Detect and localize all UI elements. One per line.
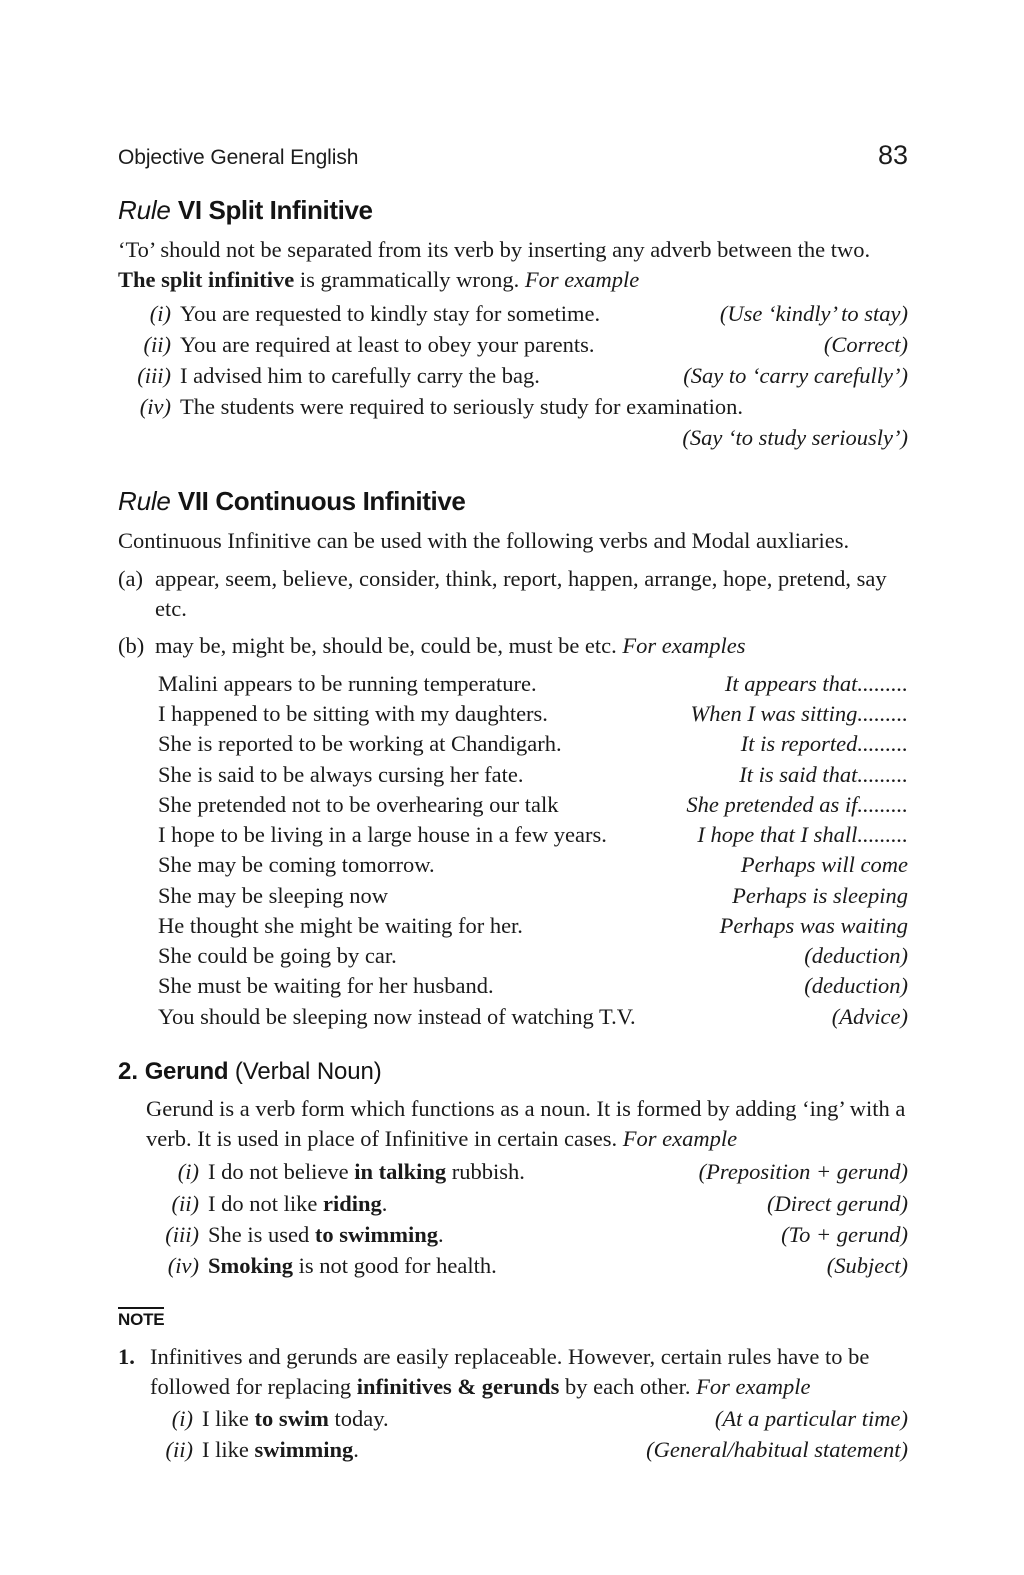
list-annotation: (To + gerund): [781, 1221, 908, 1247]
list-annotation: (Use ‘kindly’ to stay): [719, 300, 908, 326]
sentence-cell: He thought she might be waiting for her.: [158, 912, 523, 938]
list-item: [146, 1156, 908, 1187]
list-item: [118, 298, 908, 329]
list-annotation: (Direct gerund): [767, 1190, 908, 1216]
sentence-cell: She pretended not to be overhearing our talk: [158, 791, 559, 817]
running-head: [118, 140, 908, 171]
table-row: [158, 911, 908, 941]
sentence-cell: I hope to be living in a large house in a few years.: [158, 822, 607, 848]
page-content: [118, 196, 908, 1465]
heading-gerund: [118, 1058, 908, 1086]
sentence-cell: Malini appears to be running temperature.: [158, 670, 537, 696]
note-item-bold: infinitives & gerunds: [356, 1373, 560, 1399]
note-item-part1: Infinitives and gerunds are easily replaceable. However, certain rules have to be followed for replacing: [150, 1343, 870, 1399]
list-annotation: (Preposition + gerund): [698, 1159, 908, 1185]
list-text: [202, 1403, 715, 1434]
heading-rule-vi: [118, 196, 908, 225]
rule-vi-example-list: [118, 298, 908, 453]
sentence-cell: She is reported to be working at Chandigarh.: [158, 731, 562, 757]
gerund-example-list: [146, 1156, 908, 1280]
heading-rule-vii: [118, 487, 908, 516]
rule-vii-intro: Continuous Infinitive can be used with the following verbs and Modal auxliaries.: [118, 527, 850, 553]
list-marker: (i): [171, 1406, 193, 1432]
gloss-cell: It is said that.........: [739, 761, 908, 787]
list-marker: (ii): [165, 1437, 193, 1463]
rule-vii-title: VII Continuous Infinitive: [177, 485, 466, 516]
list-text: [208, 1188, 767, 1219]
list-text-bold: riding: [322, 1190, 382, 1216]
note-item-list: [118, 1342, 908, 1466]
sentence-cell: You should be sleeping now instead of watching T.V.: [158, 1003, 636, 1029]
list-item: [118, 360, 908, 391]
list-text-bold: Smoking: [208, 1252, 294, 1278]
list-text: You are required at least to obey your parents.: [180, 331, 595, 357]
gloss-cell: It appears that.........: [724, 670, 908, 696]
list-marker: (iii): [137, 362, 171, 388]
rule-label: Rule: [118, 485, 171, 516]
sentence-cell: She may be coming tomorrow.: [158, 852, 435, 878]
note-item-marker: 1.: [118, 1343, 135, 1369]
sentence-cell: She could be going by car.: [158, 943, 397, 969]
list-text-bold: to swimming: [314, 1221, 438, 1247]
list-item: [118, 391, 908, 422]
list-annotation: (Say to ‘carry carefully’): [683, 362, 908, 388]
note-item-part2: by each other.: [559, 1373, 697, 1399]
list-item: [140, 1434, 908, 1465]
gloss-cell: Perhaps will come: [740, 852, 908, 878]
list-marker: (ii): [171, 1190, 199, 1216]
table-row: [158, 820, 908, 850]
table-row: [158, 699, 908, 729]
list-text-italic: For examples: [622, 632, 746, 658]
list-text-post: is not good for health.: [293, 1252, 497, 1278]
list-text-post: .: [381, 1190, 388, 1216]
list-item: [146, 1219, 908, 1250]
note-block: [118, 1307, 908, 1466]
list-item: [146, 1250, 908, 1281]
note-item: [118, 1342, 908, 1403]
gloss-cell: I hope that I shall.........: [697, 822, 908, 848]
gloss-cell: (deduction): [804, 943, 908, 969]
gloss-cell: Perhaps was waiting: [719, 912, 908, 938]
list-text-bold: in talking: [354, 1159, 447, 1185]
list-marker: (b): [118, 632, 145, 658]
gloss-cell: She pretended as if.........: [686, 791, 908, 817]
list-item: [140, 1403, 908, 1434]
gloss-cell: When I was sitting.........: [690, 701, 908, 727]
page-number: 83: [877, 140, 908, 170]
rule-vi-title: VI Split Infinitive: [177, 195, 373, 225]
gerund-name: Gerund: [144, 1057, 229, 1085]
list-annotation: (Correct): [823, 331, 908, 357]
gloss-cell: Perhaps is sleeping: [732, 882, 908, 908]
list-text: [208, 1156, 699, 1187]
sentence-cell: She may be sleeping now: [158, 882, 388, 908]
list-marker: (iv): [167, 1252, 199, 1278]
list-annotation: (Subject): [826, 1252, 908, 1278]
list-item: [118, 564, 908, 625]
list-item: [146, 1188, 908, 1219]
list-text-post: .: [353, 1437, 359, 1463]
continuous-infinitive-table: [158, 669, 908, 1032]
list-text: [202, 1434, 646, 1465]
list-marker: (iv): [139, 393, 171, 419]
rule-label: Rule: [118, 195, 171, 225]
list-text-plain: may be, might be, should be, could be, must be etc.: [155, 632, 623, 658]
list-marker: (a): [118, 566, 143, 592]
list-text-pre: She is used: [208, 1221, 315, 1247]
gloss-cell: It is reported.........: [740, 731, 908, 757]
list-text-pre: I like: [202, 1437, 255, 1463]
list-annotation: (General/habitual statement): [646, 1437, 908, 1463]
list-text: I advised him to carefully carry the bag.: [180, 362, 540, 388]
rule-vi-intro-bold: The split infinitive: [118, 267, 295, 293]
rule-vi-intro: [118, 235, 908, 296]
list-text-bold: swimming: [254, 1437, 354, 1463]
note-item-italic: For example: [696, 1373, 811, 1399]
rule-vii-lettered-list: [118, 564, 908, 661]
list-marker: (i): [149, 300, 171, 326]
table-row: [158, 760, 908, 790]
list-item: [118, 631, 908, 661]
gerund-intro: [146, 1094, 908, 1155]
note-example-list: [140, 1403, 908, 1465]
gloss-cell: (deduction): [804, 973, 908, 999]
note-item-text: [150, 1342, 908, 1403]
list-text-pre: I do not believe: [208, 1159, 355, 1185]
list-text: The students were required to seriously study for examination.: [180, 393, 743, 419]
table-row: [158, 850, 908, 880]
list-text-pre: I like: [202, 1406, 255, 1432]
book-title: Objective General English: [118, 146, 359, 169]
list-text-post: today.: [328, 1406, 389, 1432]
list-text-pre: I do not like: [208, 1190, 323, 1216]
table-row: [158, 1002, 908, 1032]
note-label-wrap: [118, 1307, 908, 1330]
rule-vi-intro-part1: ‘To’ should not be separated from its verb by inserting any adverb between the two.: [118, 237, 871, 263]
sentence-cell: I happened to be sitting with my daughters.: [158, 701, 548, 727]
gerund-intro-text: Gerund is a verb form which functions as a noun. It is formed by adding ‘ing’ with a verb. It is used in place of Infinitive in certain cases.: [146, 1095, 906, 1152]
table-row: [158, 881, 908, 911]
note-label: NOTE: [118, 1307, 164, 1330]
table-row: [158, 729, 908, 759]
gerund-number: 2.: [118, 1057, 139, 1085]
table-row: [158, 971, 908, 1001]
rule-vi-trailing-annotation: (Say ‘to study seriously’): [682, 424, 908, 450]
list-text-bold: to swim: [254, 1406, 329, 1432]
list-text-post: .: [438, 1221, 444, 1247]
list-item: [118, 329, 908, 360]
table-row: [158, 669, 908, 699]
rule-vi-intro-part2: is grammatically wrong.: [294, 267, 525, 293]
list-text: You are requested to kindly stay for sometime.: [180, 300, 601, 326]
list-marker: (ii): [143, 331, 171, 357]
table-row: [158, 790, 908, 820]
list-text: [208, 1219, 781, 1250]
table-row: [158, 941, 908, 971]
list-annotation: (At a particular time): [714, 1406, 908, 1432]
list-marker: (iii): [165, 1221, 199, 1247]
list-text-post: rubbish.: [446, 1159, 525, 1185]
gerund-intro-italic: For example: [622, 1126, 738, 1152]
gerund-qualifier: (Verbal Noun): [234, 1057, 382, 1085]
gloss-cell: (Advice): [831, 1003, 908, 1029]
sentence-cell: She must be waiting for her husband.: [158, 973, 494, 999]
sentence-cell: She is said to be always cursing her fate.: [158, 761, 524, 787]
list-text: [155, 631, 908, 661]
list-text: appear, seem, believe, consider, think, report, happen, arrange, hope, pretend, say etc.: [155, 566, 887, 622]
gerund-body: [146, 1094, 908, 1281]
list-marker: (i): [177, 1159, 199, 1185]
rule-vi-intro-italic: For example: [524, 267, 640, 293]
list-text: [208, 1250, 827, 1281]
